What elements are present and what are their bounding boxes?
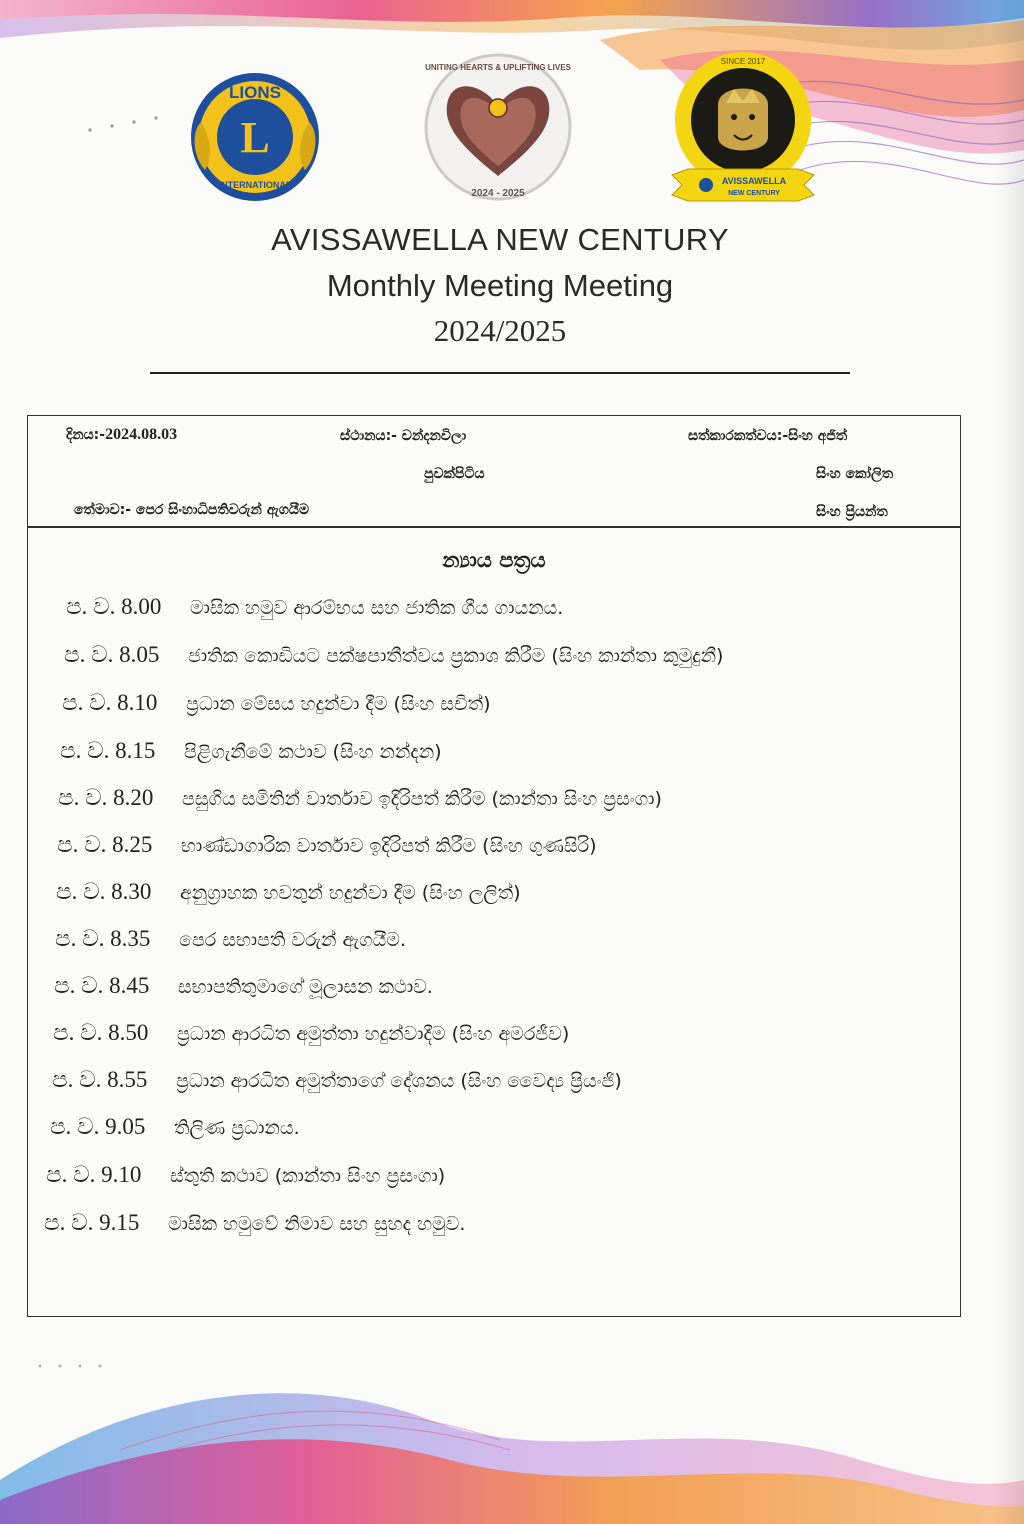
agenda-box [27, 415, 961, 1317]
agenda-time: ප. ව. 8.25 [57, 832, 153, 857]
wings-arc-text: UNITING HEARTS & UPLIFTING LIVES [425, 63, 571, 72]
agenda-time: ප. ව. 8.00 [66, 594, 162, 619]
agenda-item [56, 879, 521, 905]
info-divider [28, 526, 960, 528]
date-label: දිනය:- [66, 427, 106, 443]
agenda-time: ප. ව. 8.05 [64, 642, 160, 667]
agenda-time: ප. ව. 9.15 [44, 1210, 140, 1235]
agenda-item [60, 738, 442, 764]
club-name-heading: AVISSAWELLA NEW CENTURY [271, 222, 729, 257]
agenda-item [55, 926, 406, 952]
meeting-title-heading: Monthly Meeting Meeting [326, 268, 674, 303]
year-heading: 2024/2025 [433, 313, 567, 348]
date-line [66, 426, 177, 444]
agenda-time: ප. ව. 9.05 [50, 1114, 146, 1139]
venue-line1 [340, 428, 466, 444]
agenda-item [54, 973, 433, 999]
agenda-item [66, 594, 563, 620]
agenda-item [50, 1114, 300, 1140]
agenda-text: පෙර සභාපති වරුන් ඇගයීම. [179, 929, 406, 951]
agenda-text: ප්‍රධාන මේසය හදුන්වා දීම (සිංහ සචිත්) [186, 693, 491, 715]
agenda-text: ජාතික කොඩියට පක්ෂපාතීත්වය ප්‍රකාශ කිරීම (සිංහ කාන්තා කුමුදුනී) [188, 645, 724, 667]
agenda-item [62, 690, 491, 716]
agenda-time: ප. ව. 8.10 [62, 690, 158, 715]
agenda-item [57, 832, 597, 858]
agenda-text: අනුග්‍රාහක හවතුන් හදුන්වා දීම (සිංහ ලලිත්) [180, 882, 521, 904]
host-2: සිංහ කෝලිත [816, 466, 894, 482]
agenda-text: පසුගිය සමිතින් වාර්තාව ඉදිරිපත් කිරීම (කාන්තා සිංහ ප්‍රසංගා) [182, 788, 662, 810]
agenda-text: තිලිණ ප්‍රධානය. [174, 1117, 300, 1139]
date-value: 2024.08.03 [105, 426, 178, 443]
agenda-item [53, 1020, 569, 1046]
venue-name: චන්දනවිලා [401, 428, 467, 444]
agenda-text: භාණ්ඩාගාරික වාර්තාව ඉදිරිපත් කිරීම (සිංහ ගුණසිරි) [181, 835, 597, 857]
agenda-item [46, 1162, 445, 1188]
agenda-time: ප. ව. 8.20 [58, 785, 154, 810]
agenda-text: මාසික හමුවේ නිමාව සහ සුහද හමුව. [168, 1213, 466, 1235]
lions-bottom-text: INTERNATIONAL [218, 180, 292, 190]
lions-top-text: LIONS [229, 83, 281, 102]
agenda-time: ප. ව. 9.10 [46, 1162, 142, 1187]
agenda-time: ප. ව. 8.15 [60, 738, 156, 763]
host-1: සිංහ අජිත් [788, 428, 848, 444]
agenda-text: ප්‍රධාන ආරධිත අමුත්තා හදුන්වාදීම (සිංහ අමරජීව) [177, 1023, 570, 1045]
host-label: සත්කාරකත්වය:- [688, 428, 789, 444]
agenda-time: ප. ව. 8.30 [56, 879, 152, 904]
club-ribbon-line1: AVISSAWELLA [721, 176, 787, 186]
agenda-time: ප. ව. 8.55 [52, 1067, 148, 1092]
wings-years-text: 2024 - 2025 [471, 188, 525, 199]
lions-letter: L [240, 113, 270, 162]
venue-line2: පුවක්පිටිය [424, 466, 485, 482]
host-line1 [688, 428, 847, 444]
agenda-time: ප. ව. 8.50 [53, 1020, 149, 1045]
wings-heart-emblem [423, 48, 573, 206]
venue-label: ස්ථානය:- [340, 428, 397, 444]
agenda-text: ප්‍රධාන ආරධිත අමුත්තාගේ දේශනය (සිංහ වෛද්‍ය ප්‍රියංජි) [176, 1070, 622, 1092]
agenda-text: පිළිගැනීමේ කථාව (සිංහ නන්දන) [184, 741, 442, 763]
agenda-item [44, 1210, 465, 1236]
bottom-wave-decoration [0, 1330, 1024, 1524]
agenda-title: න්‍යාය පත්‍රය [442, 548, 546, 572]
agenda-item [52, 1067, 622, 1093]
avissawella-club-emblem [668, 45, 818, 217]
agenda-time: ප. ව. 8.45 [54, 973, 150, 998]
club-since-text: SINCE 2017 [720, 57, 766, 66]
agenda-text: මාසික හමුව ආරම්භය සහ ජාතික ගීය ගායනය. [190, 597, 564, 619]
agenda-text: ස්තුති කථාව (කාන්තා සිංහ ප්‍රසංගා) [170, 1165, 446, 1187]
theme-line: තේමාව:- පෙර සිංහාධිපතිවරුන් ඇගයීම [74, 502, 310, 518]
agenda-text: සභාපතිතුමාගේ මූලාසන කථාව. [178, 976, 433, 998]
page-edge-shadow [994, 0, 1024, 1524]
host-3: සිංහ ප්‍රියන්ත [816, 504, 888, 520]
agenda-item [64, 642, 723, 668]
agenda-item [58, 785, 662, 811]
title-divider [150, 372, 850, 374]
lions-international-logo [185, 62, 325, 212]
club-ribbon-line2: NEW CENTURY [728, 190, 780, 197]
agenda-time: ප. ව. 8.35 [55, 926, 151, 951]
